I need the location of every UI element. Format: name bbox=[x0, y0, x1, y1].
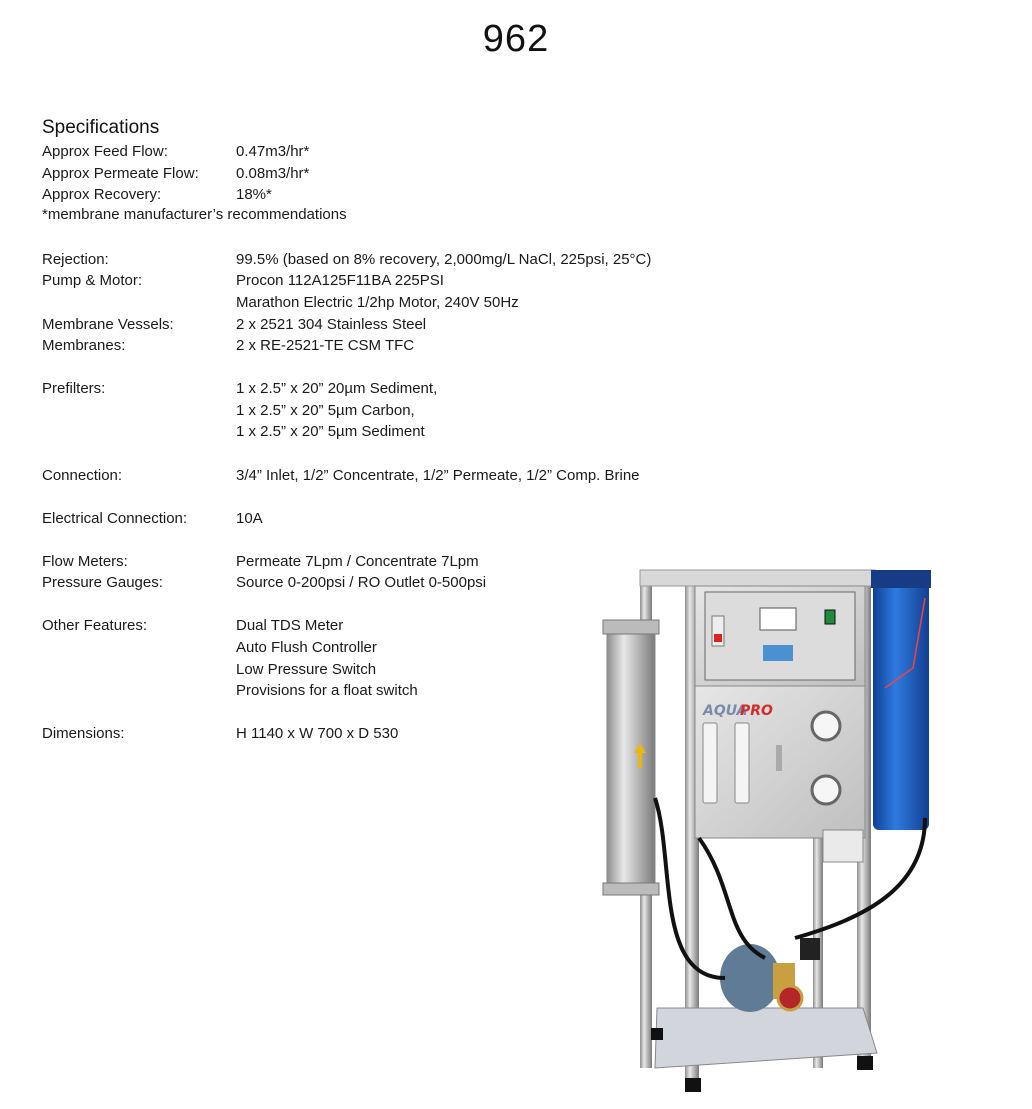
spec-value: Procon 112A125F11BA 225PSI bbox=[236, 272, 444, 289]
spec-value: 2 x RE-2521-TE CSM TFC bbox=[236, 337, 415, 354]
spec-value: H 1140 x W 700 x D 530 bbox=[236, 725, 399, 742]
spec-value: Auto Flush Controller bbox=[236, 639, 377, 656]
spec-value: Dual TDS Meter bbox=[236, 617, 344, 634]
spec-value: 18%* bbox=[236, 186, 272, 203]
spec-label: Membranes: bbox=[42, 337, 126, 354]
spec-label: Prefilters: bbox=[42, 380, 106, 397]
footnote: *membrane manufacturer’s recommendations bbox=[42, 206, 347, 223]
spec-label: Membrane Vessels: bbox=[42, 316, 174, 333]
spec-value: 3/4” Inlet, 1/2” Concentrate, 1/2” Permeate, 1/2” Comp. Brine bbox=[236, 467, 640, 484]
spec-label: Flow Meters: bbox=[42, 553, 128, 570]
svg-text:PRO: PRO bbox=[740, 703, 773, 719]
spec-label: Approx Recovery: bbox=[42, 186, 162, 203]
spec-label: Connection: bbox=[42, 467, 123, 484]
spec-value: 10A bbox=[236, 510, 263, 527]
spec-label: Pressure Gauges: bbox=[42, 574, 163, 591]
spec-value: Permeate 7Lpm / Concentrate 7Lpm bbox=[236, 553, 479, 570]
spec-value: Marathon Electric 1/2hp Motor, 240V 50Hz bbox=[236, 294, 519, 311]
product-image bbox=[595, 558, 950, 1098]
spec-value: 99.5% (based on 8% recovery, 2,000mg/L NaCl, 225psi, 25°C) bbox=[236, 251, 652, 268]
spec-label: Pump & Motor: bbox=[42, 272, 143, 289]
spec-value: Provisions for a float switch bbox=[236, 682, 418, 699]
spec-label: Rejection: bbox=[42, 251, 109, 268]
spec-value: 1 x 2.5” x 20” 5µm Carbon, bbox=[236, 402, 415, 419]
spec-value: Source 0-200psi / RO Outlet 0-500psi bbox=[236, 574, 487, 591]
spec-label: Other Features: bbox=[42, 617, 148, 634]
spec-value: 1 x 2.5” x 20” 5µm Sediment bbox=[236, 423, 425, 440]
svg-text:AQUA: AQUA bbox=[703, 703, 748, 719]
spec-value: 0.47m3/hr* bbox=[236, 143, 310, 160]
spec-value: 0.08m3/hr* bbox=[236, 165, 310, 182]
spec-label: Dimensions: bbox=[42, 725, 125, 742]
spec-value: 1 x 2.5” x 20” 20µm Sediment, bbox=[236, 380, 438, 397]
spec-label: Approx Feed Flow: bbox=[42, 143, 168, 160]
page-title: 962 bbox=[482, 18, 550, 60]
spec-label: Approx Permeate Flow: bbox=[42, 165, 199, 182]
spec-value: 2 x 2521 304 Stainless Steel bbox=[236, 316, 427, 333]
spec-value: Low Pressure Switch bbox=[236, 661, 377, 678]
specifications-heading: Specifications bbox=[42, 117, 160, 138]
spec-label: Electrical Connection: bbox=[42, 510, 188, 527]
